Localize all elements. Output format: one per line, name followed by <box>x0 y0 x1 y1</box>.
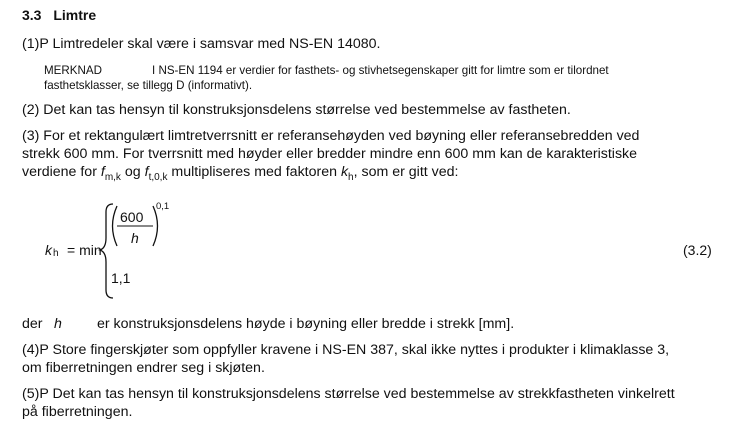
paragraph-5-line-1: (5)P Det kan tas hensyn til konstruksjonsdelens størrelse ved bestemmelse av strekkfastheten vinkelrett <box>22 386 675 402</box>
formula-min: = min <box>67 242 102 258</box>
fraction-denominator: h <box>131 230 139 246</box>
paragraph-3-line-1: (3) For et rektangulært limtretverrsnitt er referansehøyden ved bøyning eller referansebredden ved <box>22 128 640 144</box>
formula-k-sub: h <box>53 248 59 259</box>
formula-exponent: 0,1 <box>156 201 170 212</box>
paragraph-4-line-2: om fiberretningen endrer seg i skjøten. <box>22 360 265 376</box>
section-title: Limtre <box>53 7 97 23</box>
right-paren <box>153 206 158 246</box>
symbol-k: k <box>340 164 349 180</box>
note-line-1: I NS-EN 1194 er verdier for fasthets- og stivhetsegenskaper gitt for limtre som er tilordnet <box>152 64 609 77</box>
paragraph-3-line-2: strekk 600 mm. For tverrsnitt med høyder eller bredder mindre enn 600 mm kan de karakteristiske <box>22 146 638 162</box>
paragraph-4-line-1: (4)P Store fingerskjøter som oppfyller kravene i NS-EN 387, skal ikke nyttes i produkter i klimaklasse 3, <box>22 342 670 358</box>
left-paren <box>113 206 118 246</box>
formula-number: (3.2) <box>683 242 712 258</box>
paragraph-3-line-3: verdiene for $f_{m,k}$ og $f_{t,0,k}$ multipliseres med faktoren $k_h$, som er gitt ved: <box>22 164 459 183</box>
section-number: 3.3 <box>22 7 42 23</box>
formula-second-case: 1,1 <box>111 270 131 286</box>
where-text: er konstruksjonsdelens høyde i bøyning eller bredde i strekk [mm]. <box>97 316 515 332</box>
paragraph-1: (1)P Limtredeler skal være i samsvar med NS-EN 14080. <box>22 36 381 52</box>
paragraph-2: (2) Det kan tas hensyn til konstruksjonsdelens størrelse ved bestemmelse av fastheten. <box>22 102 571 118</box>
note-line-2: fasthetsklasser, se tillegg D (informativt). <box>44 79 253 92</box>
note-key: MERKNAD <box>44 64 102 77</box>
symbol-f: f <box>100 164 105 180</box>
paragraph-5-line-2: på fiberretningen. <box>22 404 133 420</box>
where-symbol-h: h <box>54 316 62 332</box>
fraction-numerator: 600 <box>120 209 144 225</box>
where-der: der <box>22 316 43 332</box>
formula-k: k <box>45 242 52 258</box>
symbol-f: f <box>144 164 149 180</box>
